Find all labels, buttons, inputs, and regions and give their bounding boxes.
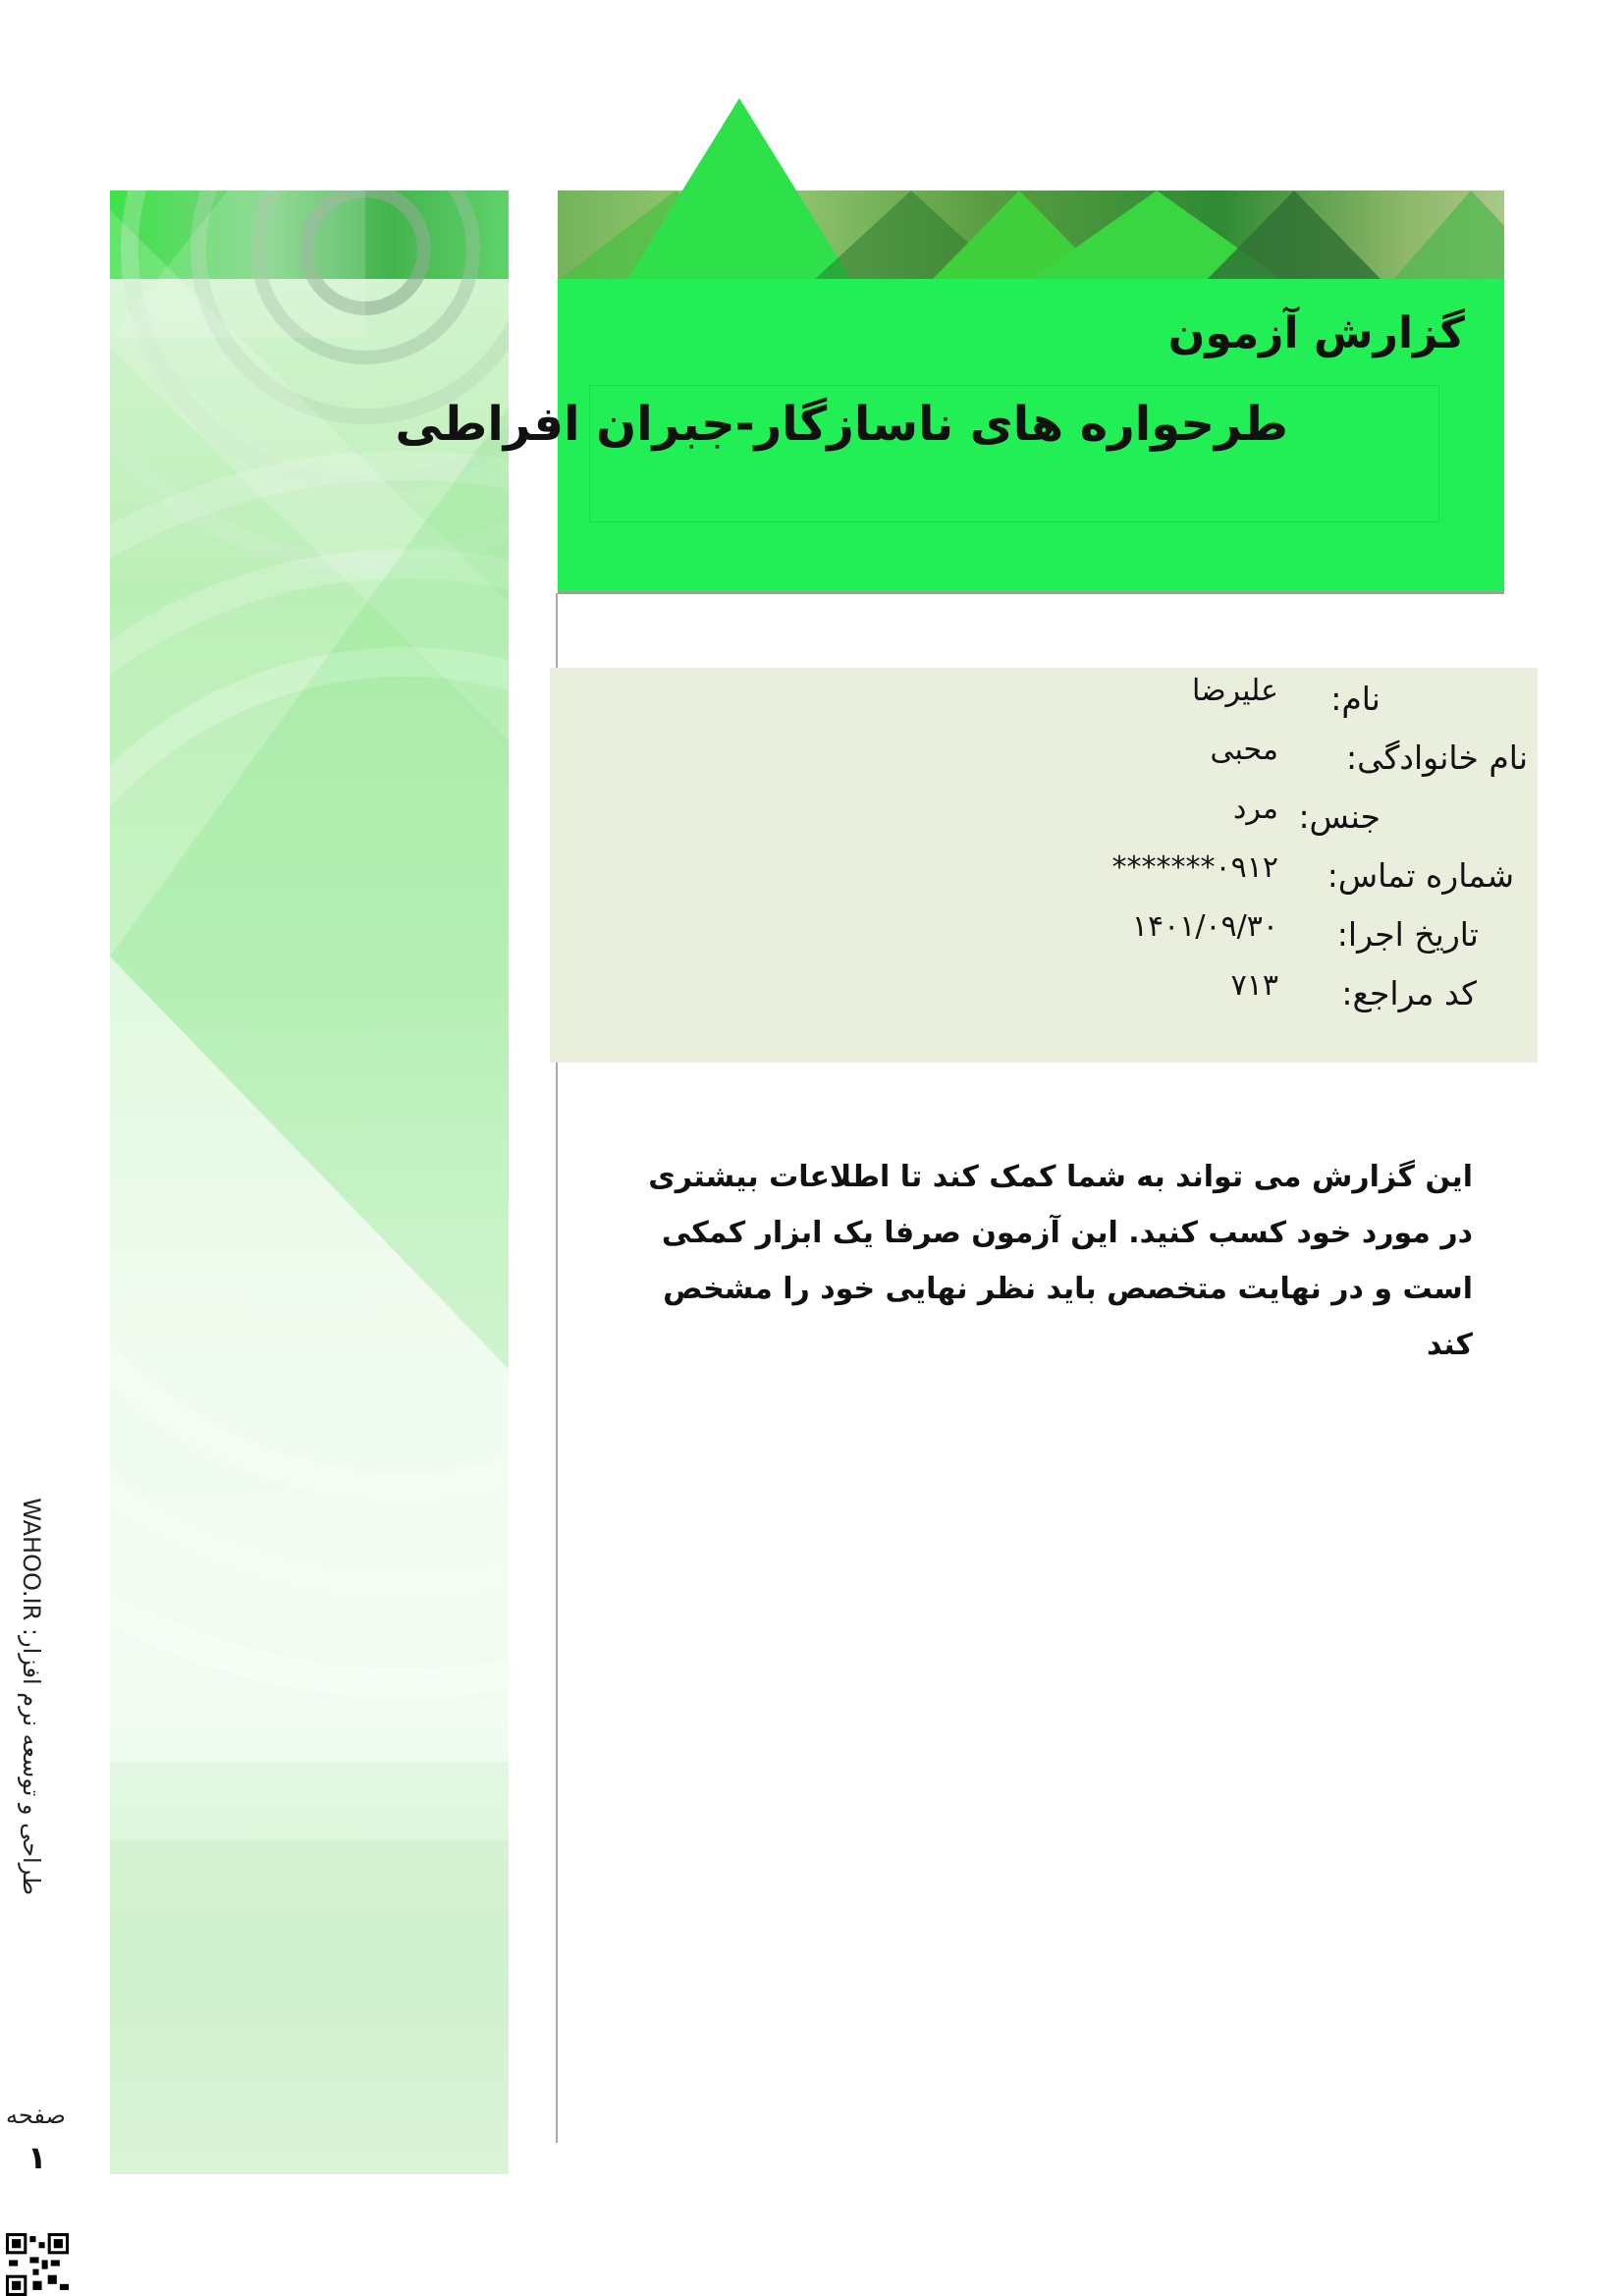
info-label: نام:: [1330, 680, 1380, 718]
info-value: مرد: [1233, 792, 1278, 826]
info-label: تاریخ اجرا:: [1336, 915, 1479, 954]
decorative-side-panel: [110, 191, 509, 2174]
info-row-family-name: [550, 733, 1538, 797]
info-value: ۱۴۰۱/۰۹/۳۰: [1131, 909, 1278, 944]
info-value: محبی: [1210, 733, 1278, 767]
page-label: صفحه: [6, 2102, 66, 2129]
info-row-date: [550, 909, 1538, 974]
info-row-phone: [550, 850, 1538, 915]
info-label: شماره تماس:: [1326, 856, 1514, 895]
qr-code-icon: [6, 2233, 69, 2296]
header-triangles: [558, 98, 1504, 281]
intro-paragraph: این گزارش می تواند به شما کمک کند تا اطلاعات بیشتری در مورد خود کسب کنید. این آزمون صرفا یک ابزار کمکی است و در نهایت متخصص باید نظر نهایی خود را مشخص کند: [648, 1160, 1473, 1362]
info-row-client-code: [550, 968, 1538, 1033]
info-row-gender: [550, 792, 1538, 856]
credit-vertical: [18, 1463, 65, 1895]
info-label: جنس:: [1298, 797, 1380, 836]
info-label: نام خانوادگی:: [1345, 738, 1528, 777]
info-value: ۷۱۳: [1230, 968, 1278, 1003]
report-subtitle: طرحواره های ناسازگار-جبران افراطی: [395, 397, 1288, 452]
client-info-panel: [550, 668, 1538, 1063]
info-label: کد مراجع:: [1341, 974, 1477, 1012]
report-title: گزارش آزمون: [1167, 308, 1465, 358]
info-value: علیرضا: [1191, 674, 1278, 708]
decorative-pattern: [110, 191, 509, 2174]
page-number: ۱: [27, 2139, 47, 2176]
info-row-name: [550, 674, 1538, 738]
report-header: [395, 279, 1504, 594]
credit-text: طراحی و توسعه نرم افزار: WAHOO.IR: [18, 1498, 45, 1895]
info-value: ۰۹۱۲*******: [1111, 850, 1278, 885]
